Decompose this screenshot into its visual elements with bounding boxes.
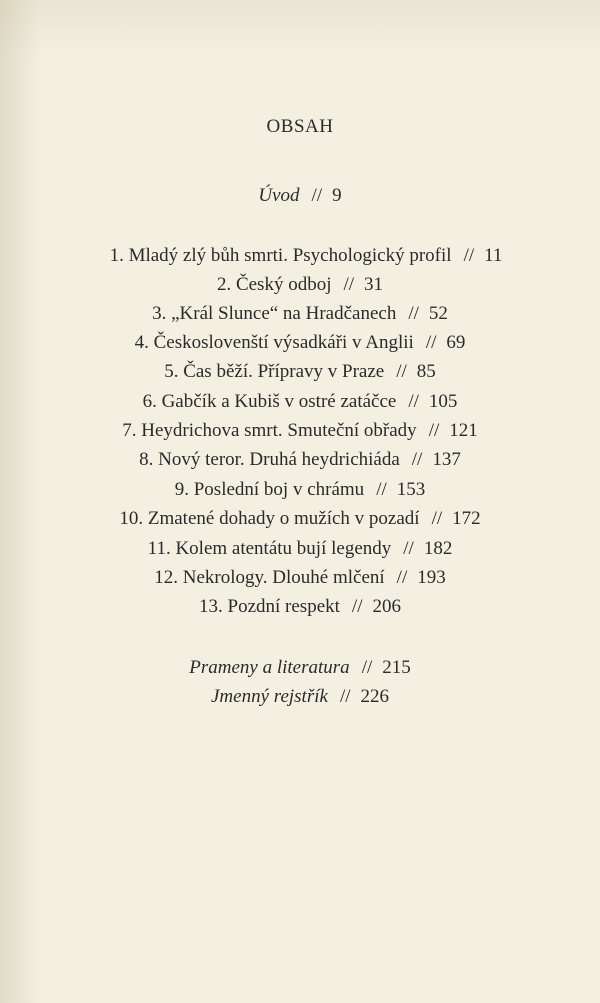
toc-entry-title: Úvod	[258, 185, 300, 206]
toc-separator: //	[361, 657, 373, 678]
toc-entry-title: 7. Heydrichova smrt. Smuteční obřady	[122, 420, 417, 441]
toc-separator: //	[311, 185, 323, 206]
page-title: OBSAH	[266, 116, 334, 137]
toc-entry-page: 105	[428, 391, 458, 412]
toc-entry-page: 172	[452, 508, 481, 529]
toc-entry-intro	[0, 185, 600, 207]
toc-separator: //	[396, 361, 407, 382]
toc-entry-chapter-8	[0, 449, 600, 471]
toc-separator: //	[428, 420, 440, 441]
toc-separator: //	[351, 596, 363, 617]
toc-entry-title: 6. Gabčík a Kubiš v ostré zatáčce	[142, 391, 397, 412]
toc-separator: //	[411, 449, 423, 470]
toc-entry-chapter-13	[0, 596, 600, 618]
toc-entry-title: 12. Nekrology. Dlouhé mlčení	[154, 567, 385, 588]
toc-entry-page: 11	[484, 245, 503, 266]
toc-separator: //	[343, 274, 355, 295]
toc-separator: //	[403, 538, 414, 559]
toc-entry-title: 3. „Král Slunce“ na Hradčanech	[152, 303, 397, 324]
toc-separator: //	[408, 303, 419, 324]
toc-entry-chapter-2	[0, 274, 600, 296]
toc-entry-title: 11. Kolem atentátu bují legendy	[147, 538, 392, 559]
toc-entry-title: 13. Pozdní respekt	[199, 596, 340, 617]
toc-entry-chapter-6	[0, 391, 600, 413]
toc-entry-title: 9. Poslední boj v chrámu	[174, 479, 365, 500]
toc-entry-chapter-11	[0, 538, 600, 560]
toc-separator: //	[408, 391, 419, 412]
toc-separator: //	[396, 567, 408, 588]
toc-entry-page: 31	[364, 274, 384, 295]
toc-entry-page: 226	[360, 686, 389, 707]
toc-entry-chapter-3	[0, 303, 600, 325]
toc-entry-title: Jmenný rejstřík	[210, 686, 328, 707]
toc-entry-chapter-7	[0, 420, 600, 442]
toc-entry-sources	[0, 657, 600, 679]
toc-entry-title: 10. Zmatené dohady o mužích v pozadí	[119, 508, 420, 529]
toc-entry-chapter-12	[0, 567, 600, 589]
toc-entry-chapter-9	[0, 479, 600, 501]
toc-entry-chapter-1	[6, 245, 600, 267]
toc-separator: //	[376, 479, 387, 500]
toc-entry-page: 153	[396, 479, 426, 500]
toc-separator: //	[339, 686, 351, 707]
toc-entry-page: 121	[449, 420, 478, 441]
toc-entry-page: 182	[423, 538, 453, 559]
toc-entry-title: 5. Čas běží. Přípravy v Praze	[164, 361, 385, 382]
toc-entry-title: 8. Nový teror. Druhá heydrichiáda	[139, 449, 400, 470]
toc-entry-chapter-10	[0, 508, 600, 530]
toc-separator: //	[425, 332, 437, 353]
toc-separator: //	[463, 245, 475, 266]
toc-separator: //	[431, 508, 443, 529]
toc-entry-page: 69	[446, 332, 466, 353]
toc-entry-page: 137	[432, 449, 461, 470]
toc-entry-index	[0, 686, 600, 708]
toc-entry-page: 215	[382, 657, 411, 678]
toc-entry-page: 193	[417, 567, 446, 588]
toc-entry-title: 1. Mladý zlý bůh smrti. Psychologický profil	[109, 245, 452, 266]
toc-entry-title: 4. Českoslovenští výsadkáři v Anglii	[134, 332, 414, 353]
toc-entry-chapter-5	[0, 361, 600, 383]
toc-entry-page: 206	[372, 596, 401, 617]
toc-entry-page: 85	[416, 361, 436, 382]
toc-entry-page: 9	[332, 185, 342, 206]
toc-entry-chapter-4	[0, 332, 600, 354]
toc-entry-page: 52	[428, 303, 448, 324]
toc-entry-title: Prameny a literatura	[189, 657, 350, 678]
toc-entry-title: 2. Český odboj	[216, 274, 332, 295]
